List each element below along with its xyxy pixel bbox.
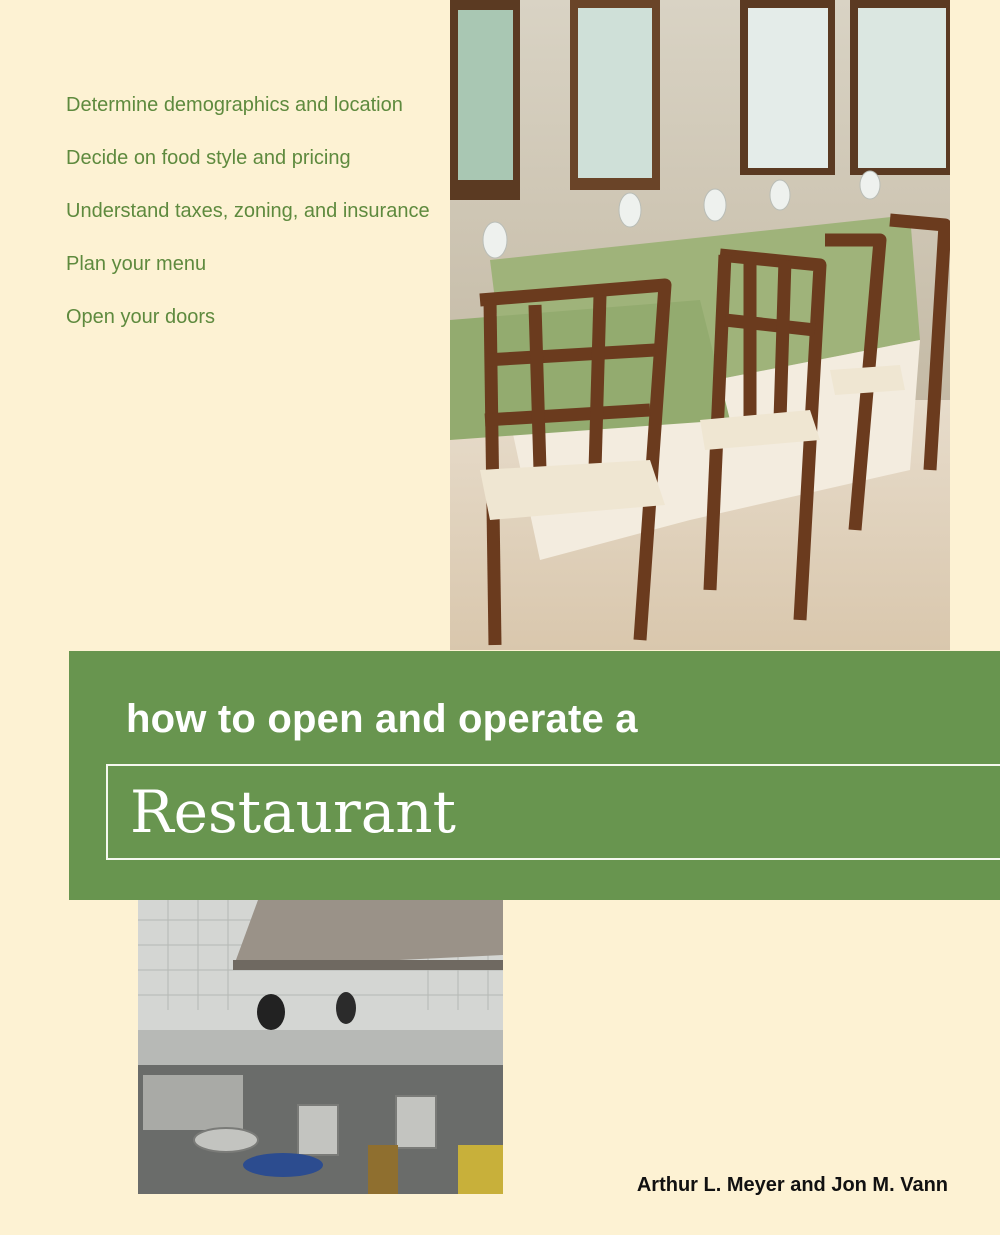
feature-item: Plan your menu bbox=[66, 253, 207, 275]
dining-room-photo bbox=[450, 0, 950, 650]
book-subtitle: how to open and operate a bbox=[126, 697, 638, 741]
feature-list bbox=[66, 92, 441, 357]
book-authors: Arthur L. Meyer and Jon M. Vann bbox=[636, 1174, 948, 1196]
feature-item: Understand taxes, zoning, and insurance bbox=[66, 200, 430, 222]
kitchen-photo bbox=[138, 900, 503, 1194]
book-title: Restaurant bbox=[130, 778, 456, 846]
feature-item: Decide on food style and pricing bbox=[66, 147, 351, 169]
feature-item: Determine demographics and location bbox=[66, 94, 403, 116]
feature-item: Open your doors bbox=[66, 306, 215, 328]
